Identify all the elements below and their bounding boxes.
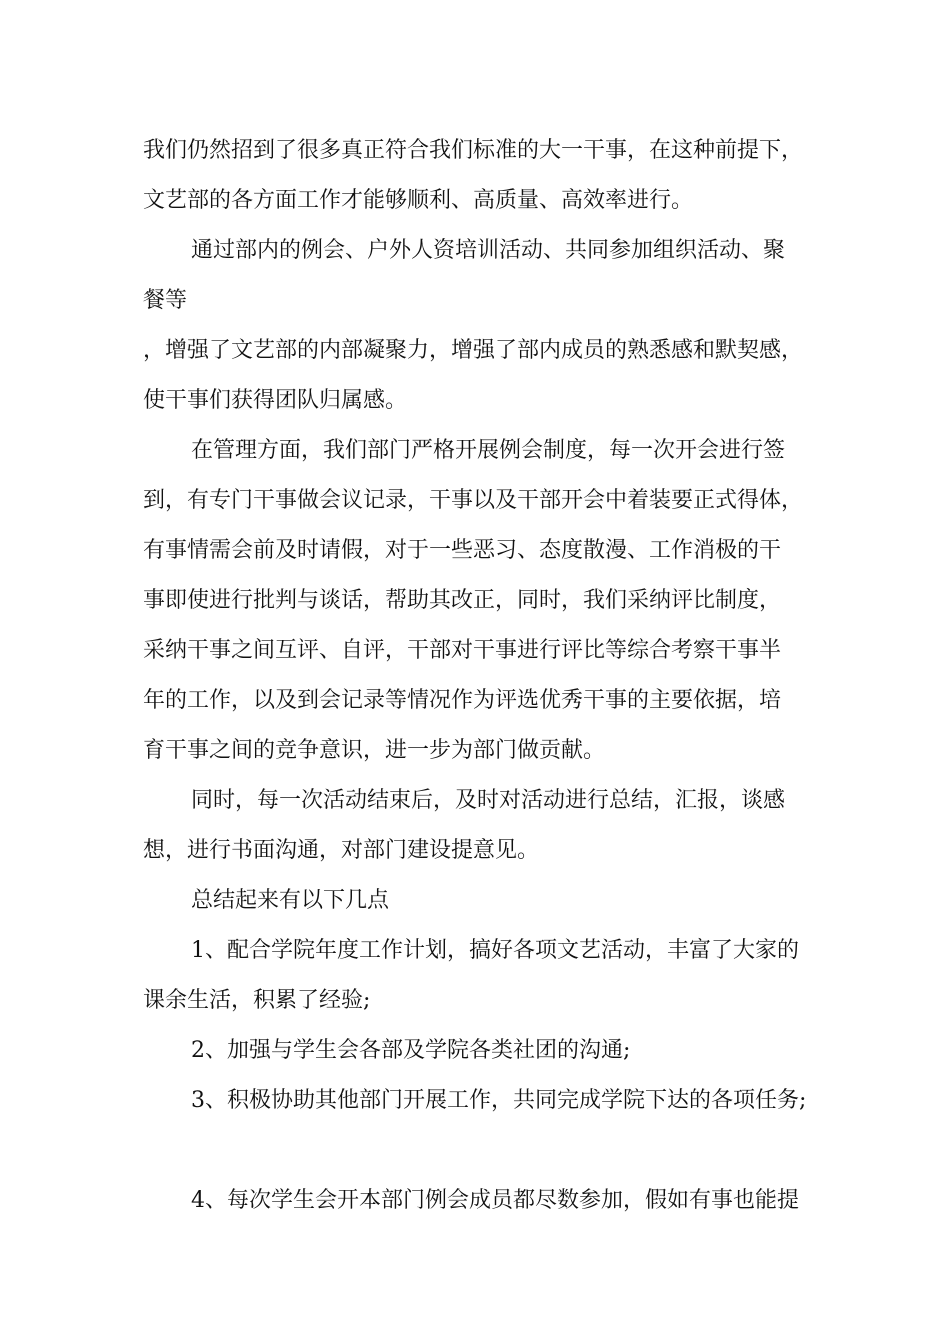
paragraph-line: 事即使进行批判与谈话，帮助其改正，同时，我们采纳评比制度， xyxy=(143,588,782,613)
paragraph-line: 我们仍然招到了很多真正符合我们标准的大一干事，在这种前提下， xyxy=(143,138,804,163)
list-item-line: 3、积极协助其他部门开展工作，共同完成学院下达的各项任务; xyxy=(191,1088,807,1113)
list-item-line: 2、加强与学生会各部及学院各类社团的沟通; xyxy=(191,1038,631,1063)
list-item-line: 课余生活，积累了经验; xyxy=(143,988,371,1013)
paragraph-line: 到，有专门干事做会议记录，干事以及干部开会中着装要正式得体， xyxy=(143,488,804,513)
paragraph-line: 通过部内的例会、户外人资培训活动、共同参加组织活动、聚 xyxy=(191,238,786,263)
paragraph-line: 文艺部的各方面工作才能够顺利、高质量、高效率进行。 xyxy=(143,188,694,213)
list-item-line: 1、配合学院年度工作计划，搞好各项文艺活动，丰富了大家的 xyxy=(191,938,799,963)
paragraph-line: 总结起来有以下几点 xyxy=(191,888,390,913)
paragraph-line: 想，进行书面沟通，对部门建设提意见。 xyxy=(143,838,540,863)
paragraph-line: 使干事们获得团队归属感。 xyxy=(143,388,408,413)
paragraph-line: 同时，每一次活动结束后，及时对活动进行总结，汇报，谈感 xyxy=(191,788,786,813)
paragraph-line: 餐等 xyxy=(143,288,188,313)
paragraph-line: 育干事之间的竞争意识，进一步为部门做贡献。 xyxy=(143,738,606,763)
paragraph-line: ，增强了文艺部的内部凝聚力，增强了部内成员的熟悉感和默契感， xyxy=(143,338,804,363)
list-item-line: 4、每次学生会开本部门例会成员都尽数参加，假如有事也能提 xyxy=(191,1188,799,1213)
paragraph-line: 在管理方面，我们部门严格开展例会制度，每一次开会进行签 xyxy=(191,438,786,463)
paragraph-line: 采纳干事之间互评、自评，干部对干事进行评比等综合考察干事半 xyxy=(143,638,782,663)
paragraph-line: 有事情需会前及时请假，对于一些恶习、态度散漫、工作消极的干 xyxy=(143,538,782,563)
paragraph-line: 年的工作，以及到会记录等情况作为评选优秀干事的主要依据，培 xyxy=(143,688,782,713)
